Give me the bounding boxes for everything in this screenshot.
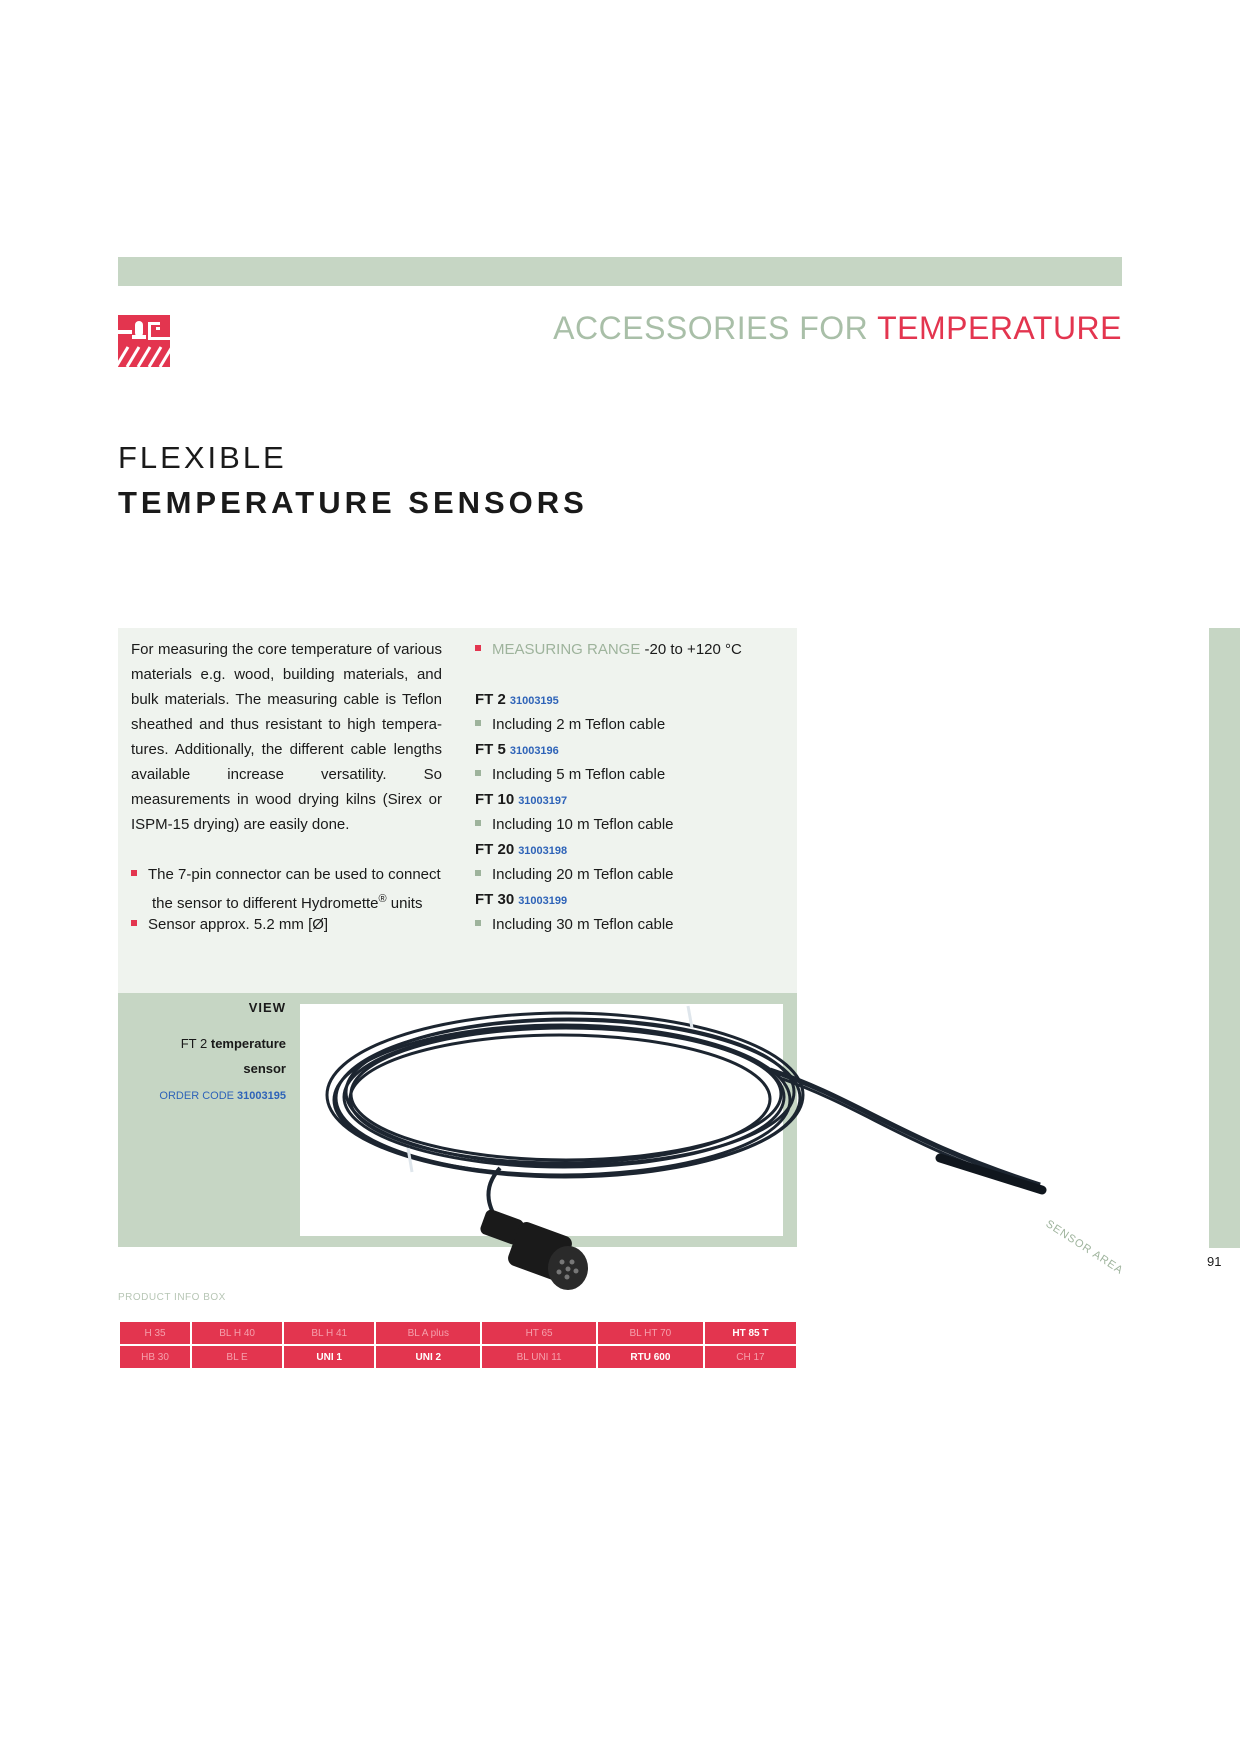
product-cell: RTU 600	[598, 1346, 703, 1368]
product-cell: BL H 41	[284, 1322, 374, 1344]
sensor-area-label: SENSOR AREA	[1043, 1218, 1126, 1278]
product-cell: CH 17	[705, 1346, 796, 1368]
model-ft5-detail: Including 5 m Teflon cable	[475, 762, 665, 787]
order-code: ORDER CODE 31003195	[159, 1090, 286, 1102]
model-ft2: FT 2 31003195	[475, 691, 559, 708]
product-info-row	[120, 1322, 796, 1344]
temperature-sensor-cable-image	[300, 1000, 1130, 1300]
product-cell: BL HT 70	[598, 1322, 703, 1344]
page-title-line1: FLEXIBLE	[118, 440, 287, 475]
bullet-icon	[131, 920, 137, 926]
bullet-icon	[475, 870, 481, 876]
bullet-icon	[475, 770, 481, 776]
model-ft30-detail: Including 30 m Teflon cable	[475, 912, 674, 937]
view-caption: FT 2 temperature	[180, 1036, 286, 1051]
side-tab	[1209, 628, 1240, 1248]
model-ft30: FT 30 31003199	[475, 891, 568, 908]
product-cell: BL A plus	[376, 1322, 480, 1344]
bullet-icon	[475, 645, 481, 651]
bullet-icon	[131, 870, 137, 876]
product-info-label: PRODUCT INFO BOX	[118, 1292, 226, 1303]
view-caption-line2: sensor	[243, 1061, 286, 1076]
product-cell: BL UNI 11	[482, 1346, 595, 1368]
temperature-category-icon	[118, 315, 170, 367]
bullet-icon	[475, 820, 481, 826]
page-title-line2: TEMPERATURE SENSORS	[118, 485, 588, 520]
model-ft5: FT 5 31003196	[475, 741, 559, 758]
feature-connector: The 7-pin connector can be used to connect	[131, 862, 441, 887]
feature-sensor: Sensor approx. 5.2 mm [Ø]	[131, 912, 328, 937]
product-cell: HT 85 T	[705, 1322, 796, 1344]
top-band	[118, 257, 1122, 286]
section-title	[553, 310, 1122, 347]
bullet-icon	[475, 920, 481, 926]
description: For measuring the core temperature of various materials e.g. wood, building materials, and bulk materials. The measuring cable is Teflon sheathed and thus resistant to high tempera-tures. Additionally, the different cable lengths available increase versatility. So measurements in wood drying kilns (Sirex or ISPM-15 drying) are easily done.	[131, 641, 442, 833]
product-info-table	[118, 1320, 798, 1370]
product-cell: HT 65	[482, 1322, 595, 1344]
model-ft20-detail: Including 20 m Teflon cable	[475, 862, 674, 887]
section-title-grey: ACCESSORIES FOR	[553, 310, 869, 346]
model-ft20: FT 20 31003198	[475, 841, 568, 858]
model-ft10-detail: Including 10 m Teflon cable	[475, 812, 674, 837]
section-title-red: TEMPERATURE	[877, 310, 1122, 346]
product-cell: UNI 2	[376, 1346, 480, 1368]
model-ft2-detail: Including 2 m Teflon cable	[475, 712, 665, 737]
bullet-icon	[475, 720, 481, 726]
model-ft10: FT 10 31003197	[475, 791, 568, 808]
product-cell: UNI 1	[284, 1346, 374, 1368]
product-info-row	[120, 1346, 796, 1368]
feature-connector-cont: the sensor to different Hydromette® units	[152, 893, 423, 912]
product-cell: BL H 40	[192, 1322, 282, 1344]
product-cell: BL E	[192, 1346, 282, 1368]
product-cell: H 35	[120, 1322, 190, 1344]
product-cell: HB 30	[120, 1346, 190, 1368]
measuring-range: MEASURING RANGE -20 to +120 °C	[475, 637, 742, 662]
page-number: 91	[1207, 1254, 1222, 1269]
view-label: VIEW	[248, 1000, 286, 1015]
